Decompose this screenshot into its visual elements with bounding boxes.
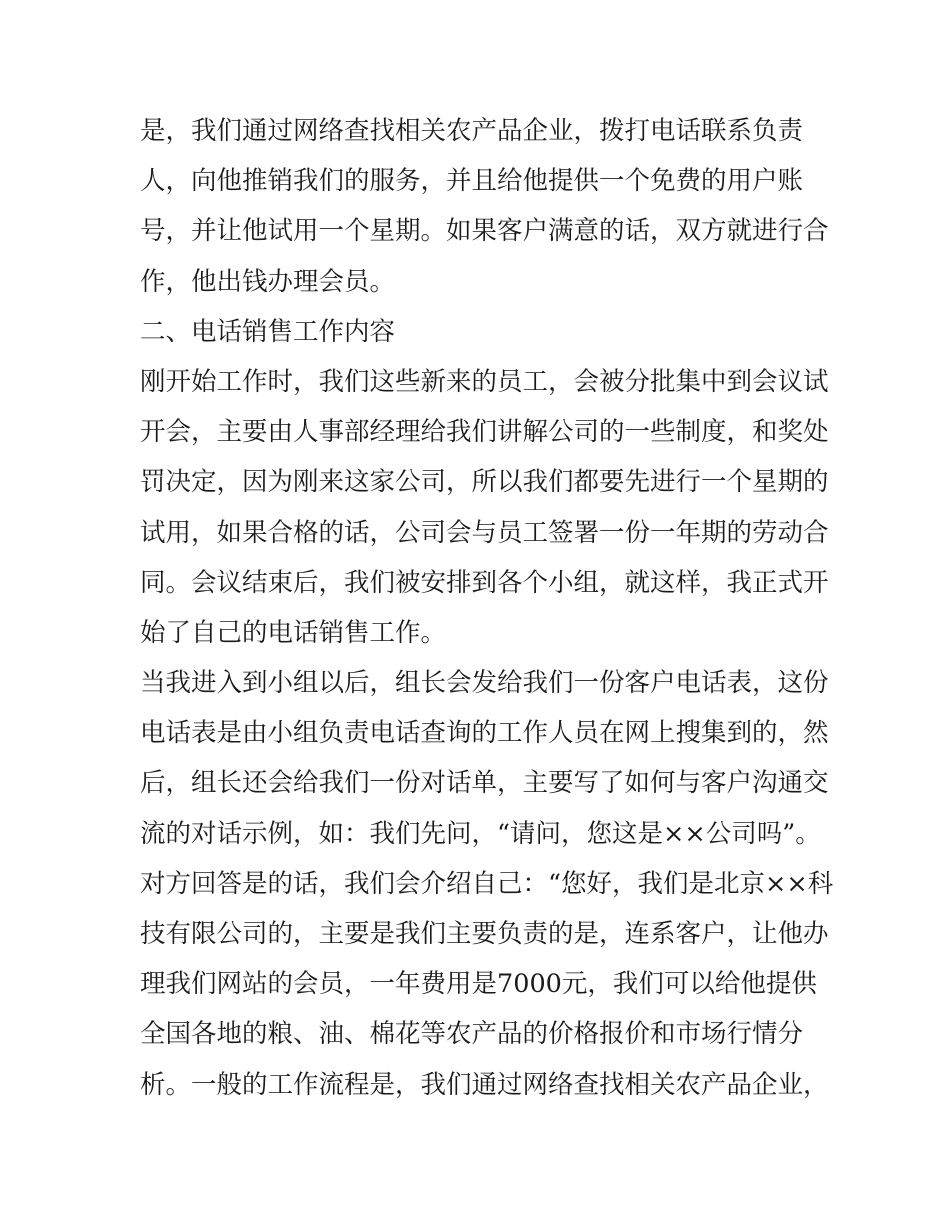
text-line: 全国各地的粮、油、棉花等农产品的价格报价和市场行情分 [140, 1019, 804, 1050]
text-line: 电话表是由小组负责电话查询的工作人员在网上搜集到的，然 [140, 718, 829, 749]
text-line: 罚决定，因为刚来这家公司，所以我们都要先进行一个星期的 [140, 467, 829, 498]
body-text [140, 106, 834, 1110]
text-line: 当我进入到小组以后，组长会发给我们一份客户电话表，这份 [140, 668, 829, 699]
text-line: 刚开始工作时，我们这些新来的员工，会被分批集中到会议试 [140, 366, 829, 397]
text-line: 号，并让他试用一个星期。如果客户满意的话，双方就进行合 [140, 216, 829, 247]
section-heading: 二、电话销售工作内容 [140, 316, 396, 347]
text-line: 始了自己的电话销售工作。 [140, 617, 447, 648]
text-line: 开会，主要由人事部经理给我们讲解公司的一些制度，和奖处 [140, 417, 829, 448]
text-line: 理我们网站的会员，一年费用是7000元，我们可以给他提供 [140, 969, 817, 1000]
text-line: 析。一般的工作流程是，我们通过网络查找相关农产品企业， [140, 1069, 829, 1100]
text-line: 同。会议结束后，我们被安排到各个小组，就这样，我正式开 [140, 567, 829, 598]
text-line: 技有限公司的，主要是我们主要负责的是，连系客户，让他办 [140, 919, 829, 949]
text-line: 作，他出钱办理会员。 [140, 266, 396, 297]
text-line: 人，向他推销我们的服务，并且给他提供一个免费的用户账 [140, 166, 804, 197]
text-line: 试用，如果合格的话，公司会与员工签署一份一年期的劳动合 [140, 517, 829, 548]
text-line: 对方回答是的话，我们会介绍自己：“您好，我们是北京××科 [140, 868, 834, 899]
text-line: 后，组长还会给我们一份对话单，主要写了如何与客户沟通交 [140, 768, 829, 799]
text-line: 流的对话示例，如：我们先问，“请问，您这是××公司吗”。 [140, 818, 821, 849]
text-line: 是，我们通过网络查找相关农产品企业，拨打电话联系负责 [140, 116, 804, 146]
